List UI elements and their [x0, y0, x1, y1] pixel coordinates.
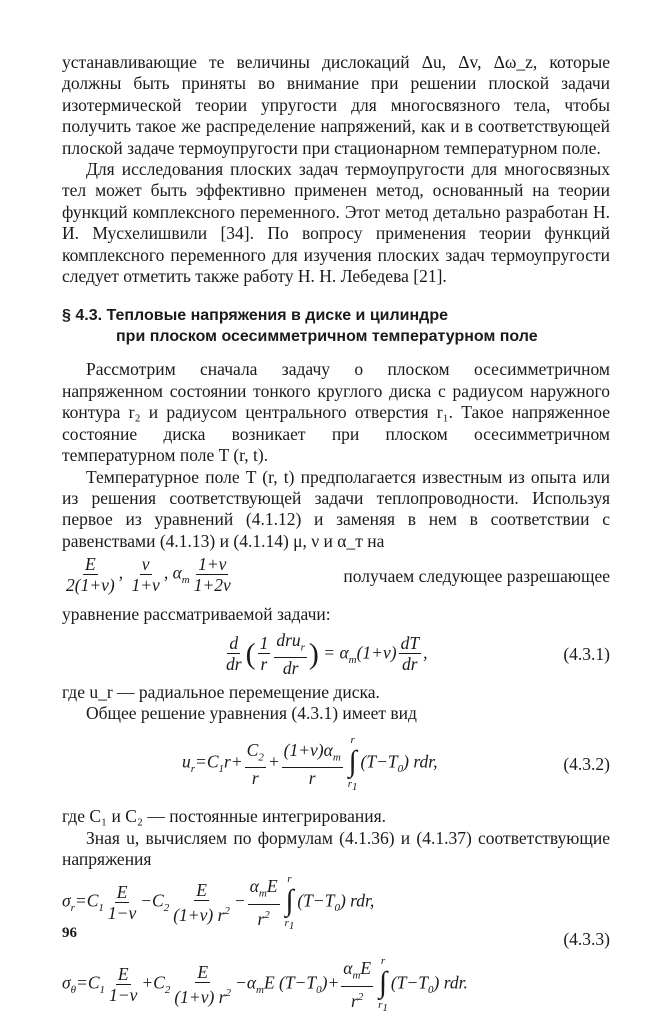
- equation-4-3-2: [62, 726, 610, 804]
- paragraph: где u_r — радиальное перемещение диска.: [62, 681, 380, 702]
- paragraph: Зная u, вычисляем по формулам (4.1.36) и (4.1.37) соответствующие напряжения: [62, 827, 610, 870]
- equation-sigma-theta: $\sigma_\theta=C_1$ $\frac{E}{1-\nu}$ $+C_2$ $\frac{E}{(1+\nu) r^2}$ $-\alpha_тE$ $(T-T_0)+$ $\frac{\alpha_тE}{r^2}$ r ∫ $r_1$ $(T-T_0)$ rdr.: [62, 954, 468, 1014]
- section-title-line1: § 4.3. Тепловые напряжения в диске и цилиндре: [62, 307, 448, 325]
- section-heading: [62, 305, 610, 347]
- equation-sigma-r: $\sigma_r=C_1$ $\frac{E}{1-\nu}$ $-C_2$ $\frac{E}{(1+\nu) r^2}$ − $\frac{\alpha_тE}{r^2}$ r ∫ $r_1$ $(T-T_0)$ rdr,: [62, 872, 375, 932]
- equation-body: $u_r=C_1r+$ $\frac{C_2}{r}$ + $\frac{(1+\nu)\alpha_т}{r}$ r ∫ $r_1$ $(T-T_0)$ rdr,: [182, 734, 438, 794]
- paragraph: где C₁ и C₂ — постоянные интегрирования.: [62, 806, 386, 827]
- equation-body: $\frac{d}{dr}$ ( $\frac{1}{r}$ $\frac{dru_r}{dr}$ ) = $\alpha_т(1+\nu)$ $\frac{dT}{dr}$ ,: [226, 629, 428, 679]
- paragraph: Рассмотрим сначала задачу о плоском осесимметричном напряженном состоянии тонкого круглого диска с радиусом наружного контура r₂ и радиусом центрального отверстия r₁. Такое напряженное состояние диска возникает при плоском осесимметричном температурном поле T (r, t).: [62, 359, 610, 466]
- paragraph: Для исследования плоских задач термоупругости для многосвязных тел может быть эффективно применен метод, основанный на теории функций комплексного переменного. Этот метод детально разработан Н. И. Мусхелишвили [34]. По вопросу применения теории функций комплексного переменного для изучения плоских задач термоупругости следует отметить также работу Н. Н. Лебедева [21].: [62, 159, 610, 287]
- equation-4-3-3: [62, 873, 610, 1021]
- substitution-fractions: $\frac{E}{2(1+\nu)}$ , $\frac{\nu}{1+\nu}$ , $\alpha_т$ $\frac{1+\nu}{1+2\nu}$: [66, 554, 231, 596]
- equation-number: (4.3.2): [563, 754, 610, 775]
- page-number: 96: [62, 925, 77, 941]
- paragraph: Температурное поле T (r, t) предполагается известным из опыта или из решения соответствующей задачи теплопроводности. Используя первое из уравнений (4.1.12) и заменяя в нем в соответствии с равенствами (4.1.13) и (4.1.14) μ, ν и α_т на: [62, 466, 610, 551]
- equation-number: (4.3.3): [563, 928, 610, 949]
- substitution-line: [62, 554, 610, 602]
- paragraph: устанавливающие те величины дислокаций Δu, Δv, Δω_z, которые должны быть приняты во внимание при решении плоской задачи изотермической теории упругости для многосвязного тела, чтобы получить такое же распределение напряжений, как и в соответствующей плоской задаче термоупругости при стационарном температурном поле.: [62, 52, 610, 158]
- paragraph: уравнение рассматриваемой задачи:: [62, 604, 331, 625]
- paragraph: Общее решение уравнения (4.3.1) имеет вид: [86, 702, 417, 723]
- page-content: [62, 52, 610, 1023]
- section-title-line2: при плоском осесимметричном температурном поле: [116, 328, 538, 346]
- substitution-tail: получаем следующее разрешающее: [343, 566, 610, 587]
- equation-4-3-1: [62, 628, 610, 680]
- equation-number: (4.3.1): [563, 643, 610, 664]
